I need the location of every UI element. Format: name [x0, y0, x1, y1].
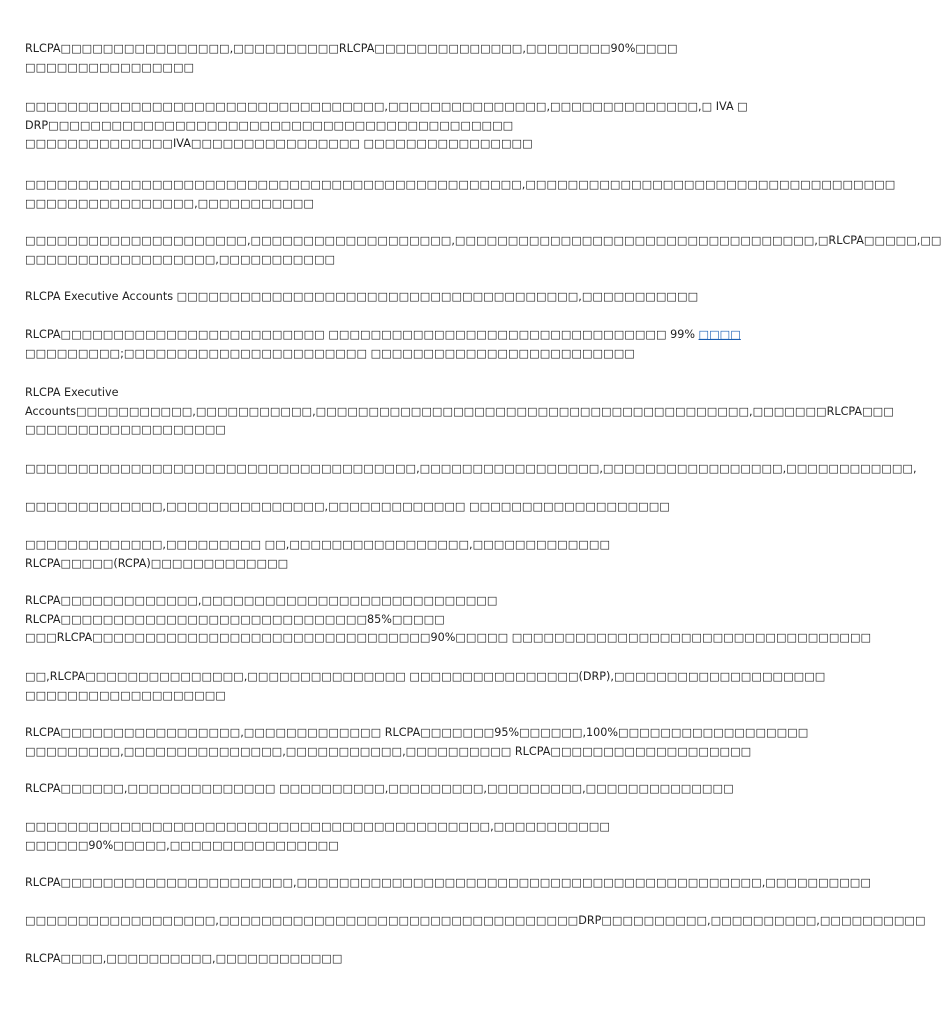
inline-link[interactable]: □□□□ [698, 328, 741, 341]
text-line: RLCPA□□□□□□□□□□□□□□□□,□□□□□□□□□□RLCPA□□□□□□□□□□□□□□,□□□□□□□□90%□□□□ [25, 42, 678, 55]
text-line: RLCPA□□□□□□□□□□□□□□□□□□□□□□,□□□□□□□□□□□□□□□□□□□□□□□□□□□□□□□□□□□□□□□□□□□□,□□□□□□□□□□ [25, 876, 871, 889]
text-line: □□□□□□□□□□□□□□□□□□□□□□□□□□□□□□□□□□□□□□□□□□□□□□□,□□□□□□□□□□□□□□□□□□□□□□□□□□□□□□□□□□□ [25, 178, 896, 191]
text-line: □□□□□□□□□□□□□□□□□□□□□□□□□□□□□□□□□□□□□□□□□□□□,□□□□□□□□□□□ [25, 820, 610, 833]
text-line: RLCPA Executive Accounts □□□□□□□□□□□□□□□□□□□□□□□□□□□□□□□□□□□□□□,□□□□□□□□□□□ [25, 290, 699, 303]
text-line: DRP□□□□□□□□□□□□□□□□□□□□□□□□□□□□□□□□□□□□□□□□□□□□ [25, 118, 514, 132]
text-line-with-link [25, 328, 741, 342]
text-line: □□□□□□□□□□□□□,□□□□□□□□□ □□,□□□□□□□□□□□□□□□□□,□□□□□□□□□□□□□ [25, 538, 611, 551]
text-line: □□□□□□□□□□□□□□IVA□□□□□□□□□□□□□□□□ □□□□□□□□□□□□□□□□ [25, 137, 533, 150]
text-line: □□□□□□90%□□□□□,□□□□□□□□□□□□□□□□ [25, 838, 339, 852]
text-line: RLCPA□□□□□(RCPA)□□□□□□□□□□□□□ [25, 556, 289, 570]
text-line: □□□□□□□□□□□□□,□□□□□□□□□□□□□□□,□□□□□□□□□□□□□ □□□□□□□□□□□□□□□□□□□ [25, 500, 670, 513]
text-line: □□□□□□□□□□□□□□□□□□□ [25, 688, 226, 702]
text-line: □□□□□□□□□□□□□□□□ [25, 60, 195, 74]
text-line: □□□□□□□□□□□□□□□□□□,□□□□□□□□□□□ [25, 252, 336, 266]
text-line: □□□□□□□□□□□□□□□□□□□□□□□□□□□□□□□□□□□□□,□□□□□□□□□□□□□□□□□,□□□□□□□□□□□□□□□□□,□□□□□□□□□□□□, [25, 462, 917, 475]
text-line: RLCPA□□□□□□□□□□□□□,□□□□□□□□□□□□□□□□□□□□□□□□□□□□ [25, 594, 498, 607]
text-line: □□□□□□□□□;□□□□□□□□□□□□□□□□□□□□□□□ □□□□□□□□□□□□□□□□□□□□□□□□□ [25, 346, 635, 360]
text-line: □□□□□□□□□,□□□□□□□□□□□□□□□,□□□□□□□□□□□,□□□□□□□□□□ RLCPA□□□□□□□□□□□□□□□□□□□ [25, 744, 752, 758]
text-line: RLCPA□□□□□□□□□□□□□□□□□□□□□□□□□□□□□85%□□□□□ [25, 612, 445, 626]
text-line: □□□□□□□□□□□□□□□□□□□ [25, 423, 226, 436]
text-line: RLCPA Executive [25, 386, 119, 399]
text-line: RLCPA□□□□□□,□□□□□□□□□□□□□□ □□□□□□□□□□,□□□□□□□□□,□□□□□□□□□,□□□□□□□□□□□□□□ [25, 782, 734, 795]
text-line: □□□□□□□□□□□□□□□□,□□□□□□□□□□□ [25, 196, 314, 210]
text-line: □□□□□□□□□□□□□□□□□□□□□□□□□□□□□□□□□□,□□□□□□□□□□□□□□□,□□□□□□□□□□□□□□,□ IVA □ [25, 100, 748, 113]
text-segment: RLCPA□□□□□□□□□□□□□□□□□□□□□□□□□ □□□□□□□□□□□□□□□□□□□□□□□□□□□□□□□□ 99% [25, 328, 699, 341]
text-line: □□□RLCPA□□□□□□□□□□□□□□□□□□□□□□□□□□□□□□□□90%□□□□□ □□□□□□□□□□□□□□□□□□□□□□□□□□□□□□□□□□ [25, 631, 872, 644]
text-line: □□□□□□□□□□□□□□□□□□□□□,□□□□□□□□□□□□□□□□□□□,□□□□□□□□□□□□□□□□□□□□□□□□□□□□□□□□□□,□RLCPA□□□□□,□□ [25, 234, 941, 247]
text-line: RLCPA□□□□□□□□□□□□□□□□□,□□□□□□□□□□□□□ RLCPA□□□□□□□95%□□□□□□,100%□□□□□□□□□□□□□□□□□□ [25, 726, 809, 739]
text-line: □□□□□□□□□□□□□□□□□□,□□□□□□□□□□□□□□□□□□□□□□□□□□□□□□□□□□DRP□□□□□□□□□□,□□□□□□□□□□,□□□□□□□□□□ [25, 914, 926, 927]
text-line: Accounts□□□□□□□□□□□,□□□□□□□□□□□,□□□□□□□□□□□□□□□□□□□□□□□□□□□□□□□□□□□□□□□□□,□□□□□□□RLCPA□□□ [25, 404, 894, 418]
text-line: RLCPA□□□□,□□□□□□□□□□,□□□□□□□□□□□□ [25, 952, 343, 965]
text-line: □□,RLCPA□□□□□□□□□□□□□□□,□□□□□□□□□□□□□□□ □□□□□□□□□□□□□□□□(DRP),□□□□□□□□□□□□□□□□□□□□ [25, 670, 826, 683]
